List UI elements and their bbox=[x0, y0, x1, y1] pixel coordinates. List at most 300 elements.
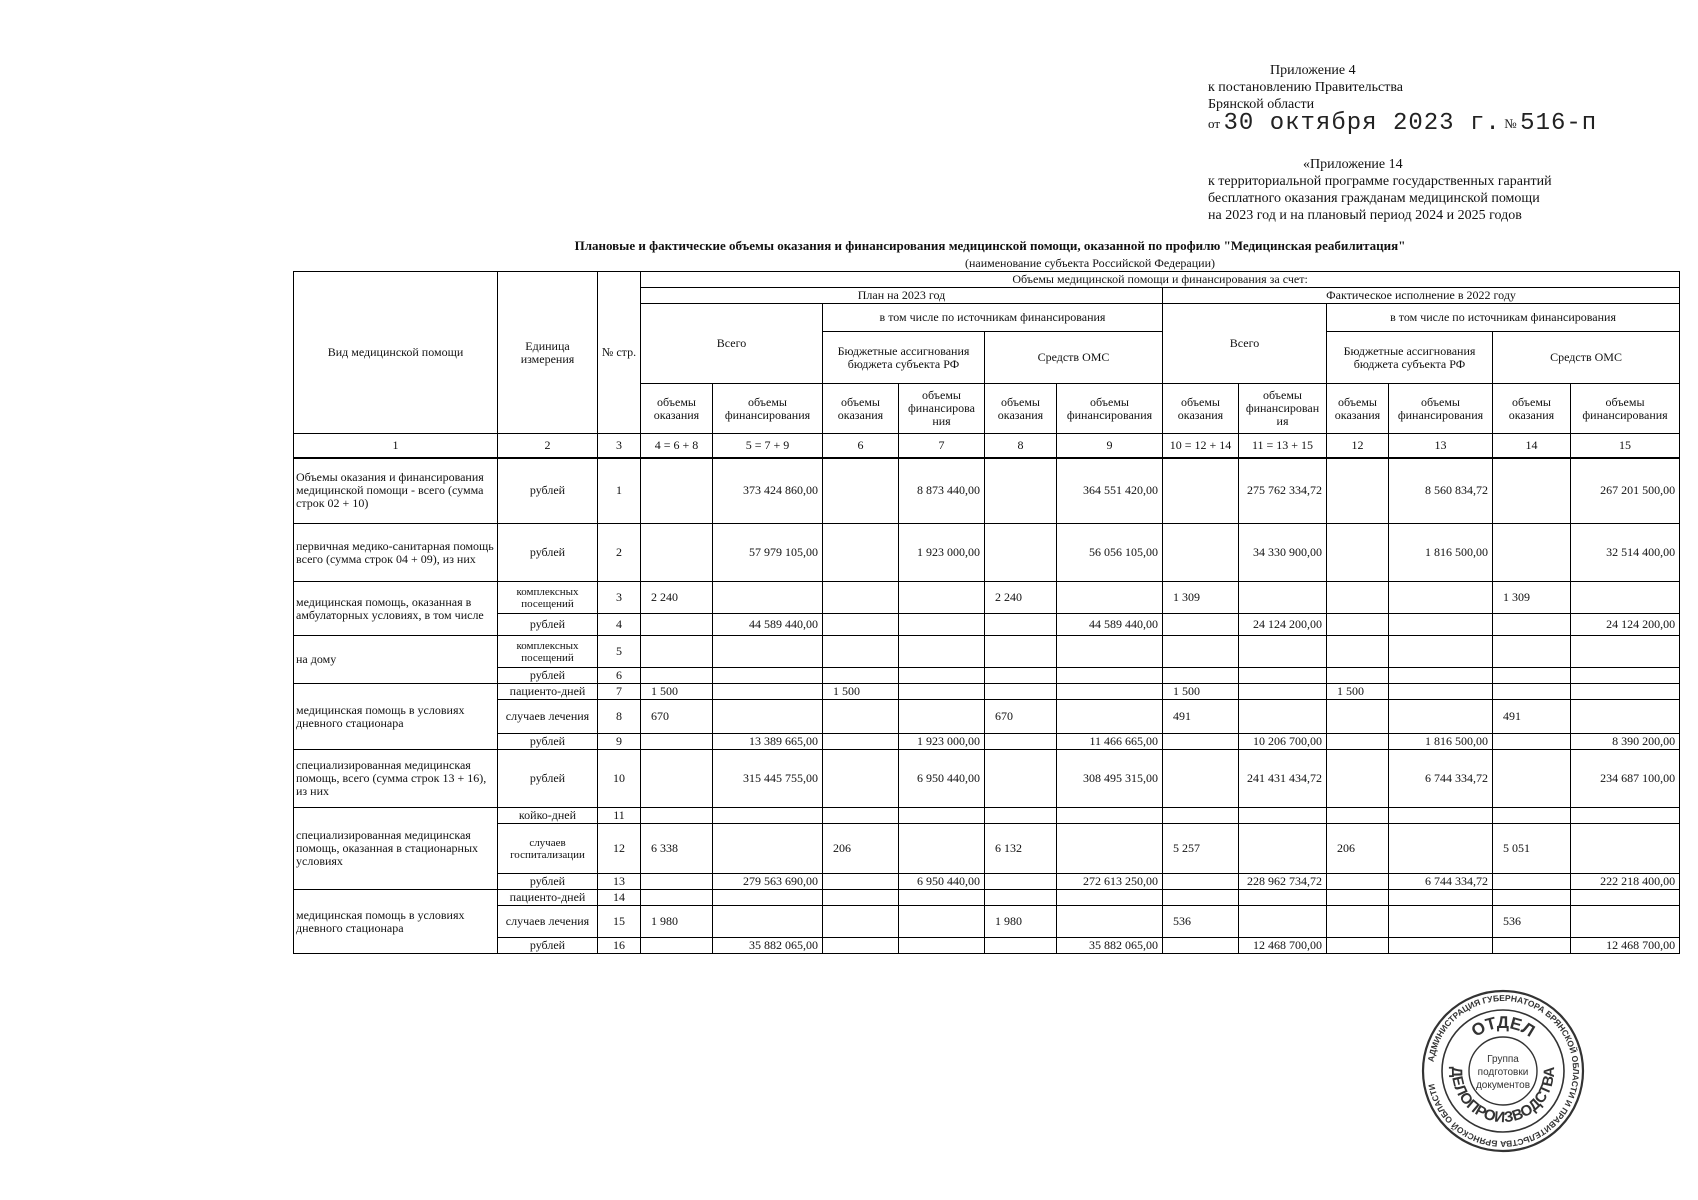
table-cell bbox=[641, 636, 713, 668]
table-cell bbox=[1493, 890, 1571, 906]
table-cell: 308 495 315,00 bbox=[1057, 750, 1163, 808]
plan-oms-vol-head: объемы оказания bbox=[985, 384, 1057, 434]
table-row bbox=[294, 938, 1680, 954]
annex-title: «Приложение 14 bbox=[1303, 157, 1403, 172]
table-cell bbox=[1327, 906, 1389, 938]
plan-total-fin-head: объемы финансирования bbox=[713, 384, 823, 434]
table-cell bbox=[899, 684, 985, 700]
table-cell bbox=[1389, 684, 1493, 700]
table-cell bbox=[1493, 734, 1571, 750]
table-row bbox=[294, 668, 1680, 684]
fact-budget-head: Бюджетные ассигнования бюджета субъекта РФ bbox=[1327, 332, 1493, 384]
table-row bbox=[294, 890, 1680, 906]
table-cell bbox=[641, 874, 713, 890]
table-cell bbox=[985, 636, 1057, 668]
table-cell bbox=[985, 684, 1057, 700]
row-number: 14 bbox=[598, 890, 641, 906]
row-unit: случаев госпитализации bbox=[498, 824, 598, 874]
table-cell: 35 882 065,00 bbox=[713, 938, 823, 954]
table-cell bbox=[1163, 734, 1239, 750]
table-cell: 6 744 334,72 bbox=[1389, 750, 1493, 808]
row-unit: рублей bbox=[498, 614, 598, 636]
table-cell bbox=[823, 668, 899, 684]
table-cell: 1 500 bbox=[1327, 684, 1389, 700]
table-cell bbox=[985, 734, 1057, 750]
table-cell bbox=[1327, 700, 1389, 734]
table-row bbox=[294, 636, 1680, 668]
table-cell bbox=[1163, 636, 1239, 668]
table-cell bbox=[1389, 668, 1493, 684]
col-index: 12 bbox=[1327, 434, 1389, 458]
table-cell: 8 873 440,00 bbox=[899, 458, 985, 524]
table-row bbox=[294, 734, 1680, 750]
row-name: специализированная медицинская помощь, оказанная в стационарных условиях bbox=[294, 808, 498, 890]
col-index: 14 bbox=[1493, 434, 1571, 458]
table-cell: 12 468 700,00 bbox=[1571, 938, 1680, 954]
stamp-center-2: подготовки bbox=[1477, 1067, 1529, 1078]
table-cell bbox=[823, 700, 899, 734]
table-cell bbox=[641, 668, 713, 684]
fact-total-head: Всего bbox=[1163, 304, 1327, 384]
table-cell: 272 613 250,00 bbox=[1057, 874, 1163, 890]
row-unit: случаев лечения bbox=[498, 906, 598, 938]
row-unit: рублей bbox=[498, 458, 598, 524]
table-cell bbox=[641, 614, 713, 636]
table-cell bbox=[985, 524, 1057, 582]
table-cell bbox=[823, 890, 899, 906]
table-cell: 234 687 100,00 bbox=[1571, 750, 1680, 808]
table-cell bbox=[713, 824, 823, 874]
table-cell bbox=[1163, 614, 1239, 636]
table-cell: 536 bbox=[1493, 906, 1571, 938]
table-row bbox=[294, 750, 1680, 808]
table-cell: 44 589 440,00 bbox=[713, 614, 823, 636]
table-cell bbox=[899, 614, 985, 636]
col-index: 15 bbox=[1571, 434, 1680, 458]
table-cell bbox=[985, 890, 1057, 906]
fact-total-vol-head: объемы оказания bbox=[1163, 384, 1239, 434]
row-number: 8 bbox=[598, 700, 641, 734]
table-cell bbox=[1163, 750, 1239, 808]
fact-budget-vol-head: объемы оказания bbox=[1327, 384, 1389, 434]
table-cell bbox=[1057, 636, 1163, 668]
row-number: 6 bbox=[598, 668, 641, 684]
col-head-rowno: № стр. bbox=[598, 272, 641, 434]
appendix-number: Приложение 4 bbox=[1270, 63, 1356, 78]
table-cell: 222 218 400,00 bbox=[1571, 874, 1680, 890]
table-cell bbox=[1389, 906, 1493, 938]
col-index: 9 bbox=[1057, 434, 1163, 458]
plan-total-head: Всего bbox=[641, 304, 823, 384]
table-cell bbox=[1571, 700, 1680, 734]
table-cell bbox=[985, 668, 1057, 684]
table-cell bbox=[823, 808, 899, 824]
table-cell: 1 980 bbox=[985, 906, 1057, 938]
table-cell bbox=[1163, 524, 1239, 582]
table-cell bbox=[1327, 582, 1389, 614]
row-unit: койко-дней bbox=[498, 808, 598, 824]
table-cell: 279 563 690,00 bbox=[713, 874, 823, 890]
plan-budget-fin-head: объемы финансирова ния bbox=[899, 384, 985, 434]
col-head-unit: Единица измерения bbox=[498, 272, 598, 434]
table-cell: 1 923 000,00 bbox=[899, 734, 985, 750]
table-cell bbox=[985, 614, 1057, 636]
table-cell bbox=[641, 458, 713, 524]
table-row bbox=[294, 824, 1680, 874]
row-unit: рублей bbox=[498, 668, 598, 684]
plan-oms-fin-head: объемы финансирования bbox=[1057, 384, 1163, 434]
row-name: на дому bbox=[294, 636, 498, 684]
table-cell bbox=[899, 636, 985, 668]
table-cell bbox=[1057, 684, 1163, 700]
table-cell bbox=[1327, 938, 1389, 954]
table-cell: 1 980 bbox=[641, 906, 713, 938]
column-index-row bbox=[294, 434, 1680, 458]
plan-oms-head: Средств ОМС bbox=[985, 332, 1163, 384]
table-cell: 57 979 105,00 bbox=[713, 524, 823, 582]
fact-sources-head: в том числе по источникам финансирования bbox=[1327, 304, 1680, 332]
table-cell bbox=[1057, 824, 1163, 874]
row-number: 2 bbox=[598, 524, 641, 582]
row-name: медицинская помощь в условиях дневного стационара bbox=[294, 890, 498, 954]
table-cell bbox=[1239, 808, 1327, 824]
table-cell bbox=[1163, 668, 1239, 684]
annex-block bbox=[1208, 156, 1552, 224]
row-number: 7 bbox=[598, 684, 641, 700]
table-cell: 2 240 bbox=[985, 582, 1057, 614]
table-cell bbox=[1163, 874, 1239, 890]
table-row bbox=[294, 582, 1680, 614]
row-unit: комплексных посещений bbox=[498, 582, 598, 614]
table-row bbox=[294, 458, 1680, 524]
row-unit: рублей bbox=[498, 938, 598, 954]
stamp-outer-text: АДМИНИСТРАЦИЯ ГУБЕРНАТОРА БРЯНСКОЙ ОБЛАСТИ И ПРАВИТЕЛЬСТВА БРЯНСКОЙ ОБЛАСТИ bbox=[1425, 992, 1582, 1150]
table-row bbox=[294, 874, 1680, 890]
row-number: 3 bbox=[598, 582, 641, 614]
row-number: 12 bbox=[598, 824, 641, 874]
table-cell: 1 309 bbox=[1163, 582, 1239, 614]
table-cell: 1 816 500,00 bbox=[1389, 524, 1493, 582]
stamp-center-3: документов bbox=[1475, 1080, 1531, 1091]
table-cell bbox=[641, 734, 713, 750]
table-cell bbox=[1493, 524, 1571, 582]
table-cell bbox=[1389, 808, 1493, 824]
col-index: 2 bbox=[498, 434, 598, 458]
table-cell bbox=[1389, 824, 1493, 874]
table-cell: 1 500 bbox=[1163, 684, 1239, 700]
annex-line-2: к территориальной программе государственных гарантий bbox=[1208, 174, 1552, 189]
row-number: 11 bbox=[598, 808, 641, 824]
table-cell: 491 bbox=[1163, 700, 1239, 734]
row-name: Объемы оказания и финансирования медицинской помощи - всего (сумма строк 02 + 10) bbox=[294, 458, 498, 524]
table-cell bbox=[823, 906, 899, 938]
annex-line-4: на 2023 год и на плановый период 2024 и 2025 годов bbox=[1208, 208, 1522, 223]
table-cell: 373 424 860,00 bbox=[713, 458, 823, 524]
table-cell: 206 bbox=[1327, 824, 1389, 874]
table-cell bbox=[985, 938, 1057, 954]
table-row bbox=[294, 614, 1680, 636]
row-unit: рублей bbox=[498, 750, 598, 808]
row-number: 5 bbox=[598, 636, 641, 668]
row-number: 10 bbox=[598, 750, 641, 808]
plan-budget-vol-head: объемы оказания bbox=[823, 384, 899, 434]
table-cell bbox=[1163, 890, 1239, 906]
table-cell bbox=[1327, 734, 1389, 750]
table-cell bbox=[1493, 614, 1571, 636]
table-cell bbox=[1239, 906, 1327, 938]
table-cell bbox=[823, 874, 899, 890]
number-sign: № bbox=[1504, 116, 1517, 131]
row-name: специализированная медицинская помощь, всего (сумма строк 13 + 16), из них bbox=[294, 750, 498, 808]
row-unit: пациенто-дней bbox=[498, 890, 598, 906]
table-cell bbox=[1571, 668, 1680, 684]
table-cell bbox=[1493, 938, 1571, 954]
table-cell bbox=[1057, 890, 1163, 906]
table-cell: 670 bbox=[985, 700, 1057, 734]
row-number: 16 bbox=[598, 938, 641, 954]
stamp-center-1: Группа bbox=[1487, 1054, 1519, 1065]
row-name: первичная медико-санитарная помощь всего (сумма строк 04 + 09), из них bbox=[294, 524, 498, 582]
row-number: 1 bbox=[598, 458, 641, 524]
col-head-plan: План на 2023 год bbox=[641, 288, 1163, 304]
table-row bbox=[294, 684, 1680, 700]
table-row bbox=[294, 808, 1680, 824]
table-cell: 1 500 bbox=[823, 684, 899, 700]
table-cell bbox=[823, 458, 899, 524]
table-cell bbox=[1239, 824, 1327, 874]
table-cell bbox=[1493, 750, 1571, 808]
row-unit: случаев лечения bbox=[498, 700, 598, 734]
table-cell bbox=[1239, 636, 1327, 668]
table-cell bbox=[899, 582, 985, 614]
table-cell bbox=[1327, 890, 1389, 906]
table-cell: 8 390 200,00 bbox=[1571, 734, 1680, 750]
table-cell: 228 962 734,72 bbox=[1239, 874, 1327, 890]
table-cell bbox=[1163, 808, 1239, 824]
table-cell: 32 514 400,00 bbox=[1571, 524, 1680, 582]
table-cell bbox=[1239, 890, 1327, 906]
table-cell: 275 762 334,72 bbox=[1239, 458, 1327, 524]
table-cell bbox=[823, 614, 899, 636]
table-cell: 536 bbox=[1163, 906, 1239, 938]
table-cell bbox=[899, 824, 985, 874]
table-cell bbox=[823, 938, 899, 954]
table-cell: 24 124 200,00 bbox=[1571, 614, 1680, 636]
table-cell: 56 056 105,00 bbox=[1057, 524, 1163, 582]
table-cell bbox=[1493, 636, 1571, 668]
plan-sources-head: в том числе по источникам финансирования bbox=[823, 304, 1163, 332]
annex-line-3: бесплатного оказания гражданам медицинской помощи bbox=[1208, 191, 1540, 206]
table-cell: 670 bbox=[641, 700, 713, 734]
table-row bbox=[294, 524, 1680, 582]
table-cell bbox=[1389, 636, 1493, 668]
table-cell bbox=[1057, 668, 1163, 684]
table-title: Плановые и фактические объемы оказания и финансирования медицинской помощи, оказанной по профилю "Медицинская реабилитация" bbox=[574, 238, 1406, 253]
document-header bbox=[1208, 62, 1598, 137]
table-cell bbox=[713, 808, 823, 824]
table-cell bbox=[1057, 808, 1163, 824]
table-cell bbox=[1571, 636, 1680, 668]
col-index: 1 bbox=[294, 434, 498, 458]
row-unit: пациенто-дней bbox=[498, 684, 598, 700]
table-cell bbox=[1389, 582, 1493, 614]
table-cell: 6 132 bbox=[985, 824, 1057, 874]
table-cell bbox=[641, 938, 713, 954]
table-cell: 12 468 700,00 bbox=[1239, 938, 1327, 954]
row-number: 4 bbox=[598, 614, 641, 636]
table-cell bbox=[1493, 668, 1571, 684]
col-head-vid: Вид медицинской помощи bbox=[294, 272, 498, 434]
table-cell: 241 431 434,72 bbox=[1239, 750, 1327, 808]
row-name: медицинская помощь, оказанная в амбулаторных условиях, в том числе bbox=[294, 582, 498, 636]
table-cell: 1 816 500,00 bbox=[1389, 734, 1493, 750]
table-cell: 6 950 440,00 bbox=[899, 750, 985, 808]
table-cell bbox=[1571, 890, 1680, 906]
col-index: 4 = 6 + 8 bbox=[641, 434, 713, 458]
table-row bbox=[294, 906, 1680, 938]
table-cell bbox=[1239, 700, 1327, 734]
table-cell bbox=[1327, 458, 1389, 524]
table-cell bbox=[1571, 582, 1680, 614]
row-unit: комплексных посещений bbox=[498, 636, 598, 668]
fact-oms-fin-head: объемы финансирования bbox=[1571, 384, 1680, 434]
resolution-date bbox=[1208, 110, 1598, 137]
plan-total-vol-head: объемы оказания bbox=[641, 384, 713, 434]
table-cell bbox=[1493, 808, 1571, 824]
fact-oms-head: Средств ОМС bbox=[1493, 332, 1680, 384]
fact-total-fin-head: объемы финансирован ия bbox=[1239, 384, 1327, 434]
table-cell bbox=[899, 808, 985, 824]
table-cell bbox=[1327, 874, 1389, 890]
col-index: 10 = 12 + 14 bbox=[1163, 434, 1239, 458]
table-cell bbox=[823, 582, 899, 614]
col-index: 8 bbox=[985, 434, 1057, 458]
table-cell bbox=[1239, 684, 1327, 700]
table-cell: 35 882 065,00 bbox=[1057, 938, 1163, 954]
date-value: 30 октября 2023 г. bbox=[1223, 110, 1501, 137]
table-cell bbox=[1327, 614, 1389, 636]
table-cell bbox=[713, 582, 823, 614]
row-unit: рублей bbox=[498, 734, 598, 750]
table-cell bbox=[985, 874, 1057, 890]
plan-budget-head: Бюджетные ассигнования бюджета субъекта РФ bbox=[823, 332, 985, 384]
table-cell bbox=[899, 890, 985, 906]
table-cell bbox=[899, 668, 985, 684]
table-row bbox=[294, 700, 1680, 734]
col-head-volumes: Объемы медицинской помощи и финансирования за счет: bbox=[641, 272, 1680, 288]
col-head-fact: Фактическое исполнение в 2022 году bbox=[1163, 288, 1680, 304]
table-cell bbox=[1057, 582, 1163, 614]
table-cell bbox=[641, 524, 713, 582]
table-cell bbox=[899, 700, 985, 734]
table-cell: 364 551 420,00 bbox=[1057, 458, 1163, 524]
table-cell bbox=[985, 458, 1057, 524]
table-cell: 44 589 440,00 bbox=[1057, 614, 1163, 636]
table-cell bbox=[641, 750, 713, 808]
table-cell bbox=[641, 808, 713, 824]
table-cell bbox=[713, 668, 823, 684]
col-index: 13 bbox=[1389, 434, 1493, 458]
table-cell bbox=[1571, 808, 1680, 824]
row-number: 15 bbox=[598, 906, 641, 938]
table-cell: 24 124 200,00 bbox=[1239, 614, 1327, 636]
table-cell bbox=[1057, 700, 1163, 734]
table-cell bbox=[641, 890, 713, 906]
table-cell bbox=[713, 700, 823, 734]
table-cell: 1 500 bbox=[641, 684, 713, 700]
table-cell bbox=[713, 906, 823, 938]
table-cell: 10 206 700,00 bbox=[1239, 734, 1327, 750]
row-number: 9 bbox=[598, 734, 641, 750]
table-cell bbox=[1571, 684, 1680, 700]
table-cell bbox=[1389, 700, 1493, 734]
table-cell bbox=[1327, 524, 1389, 582]
table-cell: 5 257 bbox=[1163, 824, 1239, 874]
row-unit: рублей bbox=[498, 524, 598, 582]
table-cell bbox=[985, 750, 1057, 808]
table-cell: 267 201 500,00 bbox=[1571, 458, 1680, 524]
table-cell bbox=[1327, 808, 1389, 824]
table-subtitle: (наименование субъекта Российской Федерации) bbox=[964, 256, 1216, 270]
table-cell bbox=[1389, 938, 1493, 954]
table-cell: 8 560 834,72 bbox=[1389, 458, 1493, 524]
region-name: Брянской области bbox=[1208, 97, 1315, 112]
col-index: 11 = 13 + 15 bbox=[1239, 434, 1327, 458]
row-number: 13 bbox=[598, 874, 641, 890]
table-cell: 13 389 665,00 bbox=[713, 734, 823, 750]
table-cell bbox=[713, 890, 823, 906]
table-cell bbox=[899, 906, 985, 938]
table-cell bbox=[713, 684, 823, 700]
table-cell bbox=[823, 750, 899, 808]
table-cell: 5 051 bbox=[1493, 824, 1571, 874]
table-cell bbox=[985, 808, 1057, 824]
table-cell bbox=[1389, 614, 1493, 636]
table-cell bbox=[1239, 668, 1327, 684]
table-cell bbox=[713, 636, 823, 668]
col-index: 5 = 7 + 9 bbox=[713, 434, 823, 458]
official-stamp bbox=[1418, 986, 1588, 1156]
table-cell bbox=[899, 938, 985, 954]
fact-oms-vol-head: объемы оказания bbox=[1493, 384, 1571, 434]
table-cell bbox=[1389, 890, 1493, 906]
row-unit: рублей bbox=[498, 874, 598, 890]
table-cell: 206 bbox=[823, 824, 899, 874]
table-cell bbox=[1327, 750, 1389, 808]
number-value: 516-п bbox=[1520, 110, 1598, 137]
col-index: 6 bbox=[823, 434, 899, 458]
table-cell bbox=[1493, 684, 1571, 700]
table-cell bbox=[823, 636, 899, 668]
table-cell: 315 445 755,00 bbox=[713, 750, 823, 808]
table-cell bbox=[1239, 582, 1327, 614]
table-cell: 1 309 bbox=[1493, 582, 1571, 614]
date-prefix: от bbox=[1208, 116, 1221, 131]
table-cell: 11 466 665,00 bbox=[1057, 734, 1163, 750]
table-cell bbox=[1493, 874, 1571, 890]
col-index: 3 bbox=[598, 434, 641, 458]
stamp-bottom-text: ДЕЛОПРОИЗВОДСТВА bbox=[1447, 1066, 1559, 1127]
resolution-ref: к постановлению Правительства bbox=[1208, 80, 1404, 95]
table-cell: 2 240 bbox=[641, 582, 713, 614]
table-cell bbox=[1163, 458, 1239, 524]
table-cell bbox=[1057, 906, 1163, 938]
col-index: 7 bbox=[899, 434, 985, 458]
table-cell: 6 744 334,72 bbox=[1389, 874, 1493, 890]
table-cell bbox=[1163, 938, 1239, 954]
table-cell: 6 950 440,00 bbox=[899, 874, 985, 890]
table-cell bbox=[823, 524, 899, 582]
